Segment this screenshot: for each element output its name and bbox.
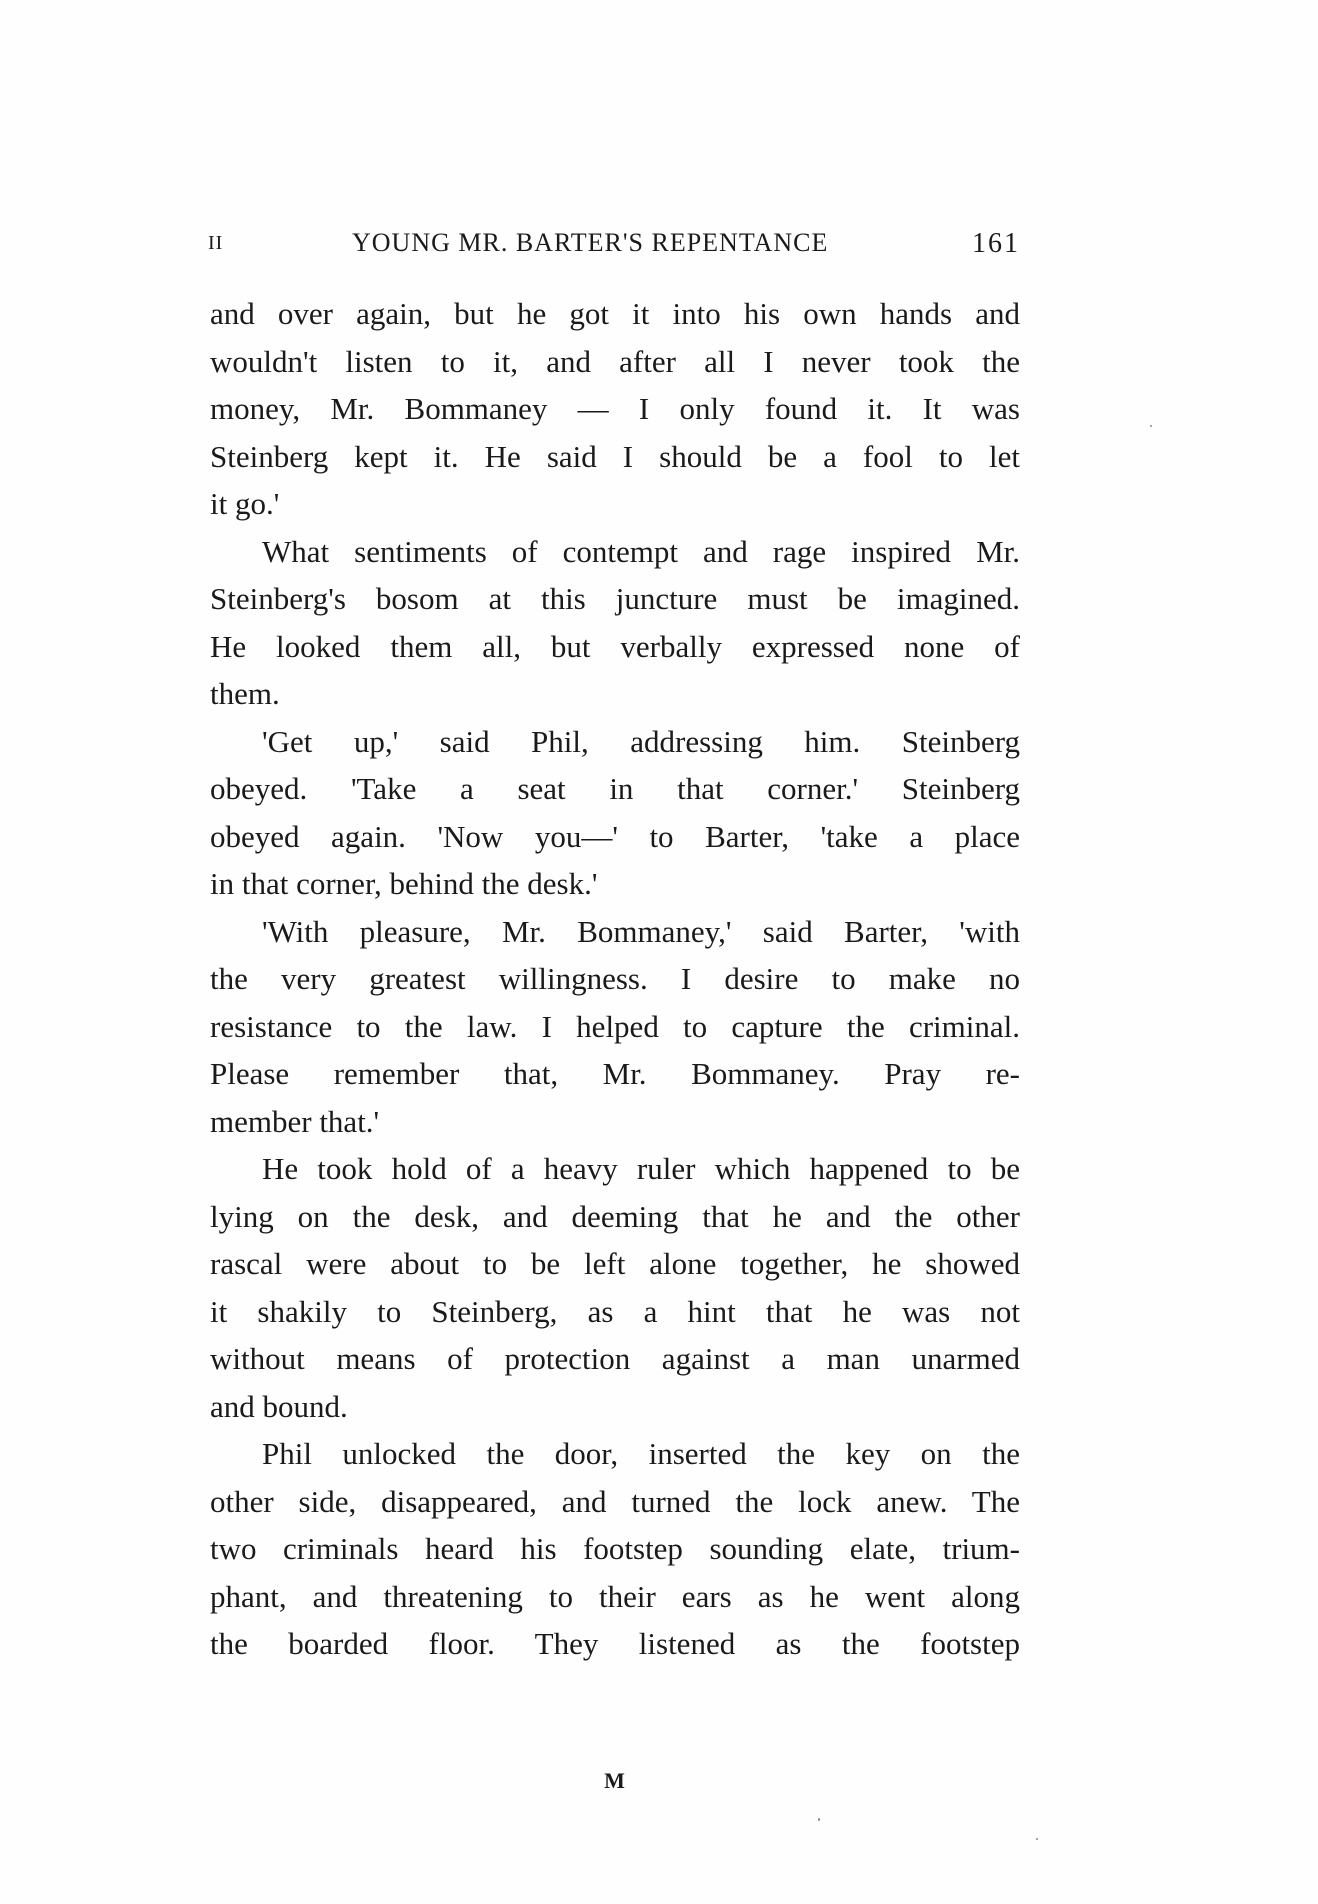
text-line: money, Mr. Bommaney — I only found it. It was <box>210 391 1020 426</box>
text-line: the boarded floor. They listened as the footstep <box>210 1626 1020 1661</box>
text-line: it shakily to Steinberg, as a hint that he was not <box>210 1293 1020 1329</box>
text-line: and over again, but he got it into his own hands and <box>210 296 1020 331</box>
running-head <box>208 228 1020 268</box>
text-line: obeyed. 'Take a seat in that corner.' Steinberg <box>210 771 1020 806</box>
text-line: 'With pleasure, Mr. Bommaney,' said Barter, 'with <box>262 913 1020 949</box>
text-line: the very greatest willingness. I desire to make no <box>210 961 1020 996</box>
paper-speck <box>818 1818 820 1821</box>
text-line: rascal were about to be left alone together, he showed <box>210 1246 1020 1281</box>
text-line: Phil unlocked the door, inserted the key on the <box>262 1436 1020 1471</box>
text-line: them. <box>210 676 280 711</box>
text-line: lying on the desk, and deeming that he and the other <box>210 1198 1020 1234</box>
paper-speck <box>1150 425 1152 427</box>
text-line: without means of protection against a man unarmed <box>210 1341 1020 1376</box>
text-line: it go.' <box>210 486 280 521</box>
body-text <box>210 290 1020 1668</box>
text-line: resistance to the law. I helped to capture the criminal. <box>210 1008 1020 1044</box>
text-line: member that.' <box>210 1103 380 1139</box>
text-line: Please remember that, Mr. Bommaney. Pray re- <box>210 1056 1020 1091</box>
text-line: He took hold of a heavy ruler which happened to be <box>262 1151 1020 1186</box>
text-line: two criminals heard his footstep sounding elate, trium- <box>210 1531 1020 1566</box>
text-line: What sentiments of contempt and rage inspired Mr. <box>262 533 1020 569</box>
paper-speck <box>1036 1838 1038 1840</box>
text-line: wouldn't listen to it, and after all I never took the <box>210 343 1020 379</box>
chapter-number: II <box>208 232 224 254</box>
text-line: in that corner, behind the desk.' <box>210 866 598 901</box>
text-line: He looked them all, but verbally expressed none of <box>210 628 1020 664</box>
text-line: and bound. <box>210 1388 348 1424</box>
signature-mark: M <box>604 1768 626 1793</box>
text-line: 'Get up,' said Phil, addressing him. Steinberg <box>262 723 1020 759</box>
page-number: 161 <box>972 228 1020 259</box>
text-line: Steinberg kept it. He said I should be a fool to let <box>210 438 1020 474</box>
text-line: obeyed again. 'Now you—' to Barter, 'take a place <box>210 818 1020 854</box>
text-line: other side, disappeared, and turned the lock anew. The <box>210 1483 1020 1519</box>
running-title: YOUNG MR. BARTER'S REPENTANCE <box>352 228 829 257</box>
text-line: Steinberg's bosom at this juncture must be imagined. <box>210 581 1020 616</box>
text-line: phant, and threatening to their ears as he went along <box>210 1578 1020 1614</box>
